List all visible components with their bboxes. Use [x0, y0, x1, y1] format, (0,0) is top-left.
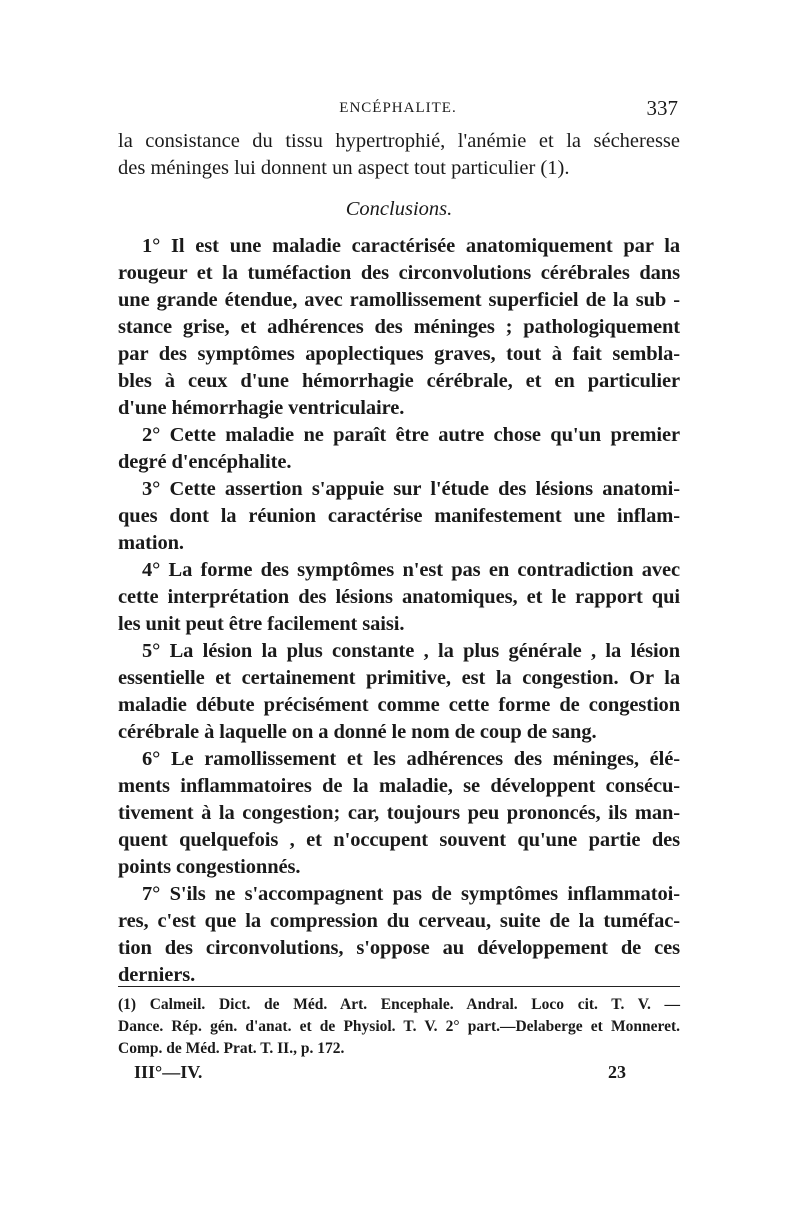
page-body [118, 128, 680, 989]
conclusion-5 [118, 638, 680, 746]
text-line: une grande étendue, avec ramollissement superficiel de la sub - [118, 289, 680, 311]
signature-mark: III°—IV. [134, 1062, 203, 1082]
conclusion-6 [118, 746, 680, 881]
text-line: derniers. [118, 964, 196, 986]
text-line: tivement à la congestion; car, toujours peu prononcés, ils man- [118, 802, 680, 824]
conclusion-2 [118, 422, 680, 476]
text-line: rougeur et la tuméfaction des circonvolutions cérébrales dans [118, 262, 680, 284]
text-line: maladie débute précisément comme cette forme de congestion [118, 694, 680, 716]
conclusion-1 [118, 233, 680, 422]
intro-line: la consistance du tissu hypertrophié, l'anémie et la sécheresse [118, 130, 680, 152]
text-line: par des symptômes apoplectiques graves, tout à fait sembla- [118, 343, 680, 365]
sheet-number: 23 [608, 1062, 626, 1082]
text-line: 4° La forme des symptômes n'est pas en contradiction avec [142, 559, 680, 581]
text-line: tion des circonvolutions, s'oppose au développement de ces [118, 937, 680, 959]
text-line: 7° S'ils ne s'accompagnent pas de symptômes inflammatoi- [142, 883, 680, 905]
conclusion-3 [118, 476, 680, 557]
page-footer [134, 1062, 626, 1088]
text-line: 1° Il est une maladie caractérisée anatomiquement par la [142, 235, 680, 257]
text-line: mation. [118, 532, 184, 554]
section-heading: Conclusions. [345, 198, 453, 220]
text-line: cérébrale à laquelle on a donné le nom de coup de sang. [118, 721, 597, 743]
text-line: points congestionnés. [118, 856, 301, 878]
text-line: res, c'est que la compression du cerveau, suite de la tuméfac- [118, 910, 680, 932]
footnote-line: (1) Calmeil. Dict. de Méd. Art. Encephale. Andral. Loco cit. T. V. — [118, 996, 680, 1013]
conclusion-4 [118, 557, 680, 638]
conclusion-7 [118, 881, 680, 989]
footnote-line: Dance. Rép. gén. d'anat. et de Physiol. T. V. 2° part.—Delaberge et Monneret. [118, 1018, 680, 1035]
footnote-line: Comp. de Méd. Prat. T. II., p. 172. [118, 1040, 345, 1057]
text-line: d'une hémorrhagie ventriculaire. [118, 397, 405, 419]
text-line: essentielle et certainement primitive, est la congestion. Or la [118, 667, 680, 689]
text-line: quent quelquefois , et n'occupent souvent qu'une partie des [118, 829, 680, 851]
running-title: ENCÉPHALITE. [339, 100, 457, 116]
footnote-rule [118, 986, 680, 987]
intro-line: des méninges lui donnent un aspect tout particulier (1). [118, 157, 570, 179]
page-header [118, 96, 678, 124]
text-line: 6° Le ramollissement et les adhérences des méninges, élé- [142, 748, 680, 770]
text-line: degré d'encéphalite. [118, 451, 292, 473]
text-line: 2° Cette maladie ne paraît être autre chose qu'un premier [142, 424, 680, 446]
footnotes [118, 994, 680, 1060]
page-number: 337 [646, 96, 678, 120]
text-line: bles à ceux d'une hémorrhagie cérébrale, et en particulier [118, 370, 680, 392]
text-line: ments inflammatoires de la maladie, se développent consécu- [118, 775, 680, 797]
text-line: 5° La lésion la plus constante , la plus générale , la lésion [142, 640, 680, 662]
text-line: les unit peut être facilement saisi. [118, 613, 405, 635]
text-line: cette interprétation des lésions anatomiques, et le rapport qui [118, 586, 680, 608]
text-line: ques dont la réunion caractérise manifestement une inflam- [118, 505, 680, 527]
text-line: 3° Cette assertion s'appuie sur l'étude des lésions anatomi- [142, 478, 680, 500]
text-line: stance grise, et adhérences des méninges ; pathologiquement [118, 316, 680, 338]
